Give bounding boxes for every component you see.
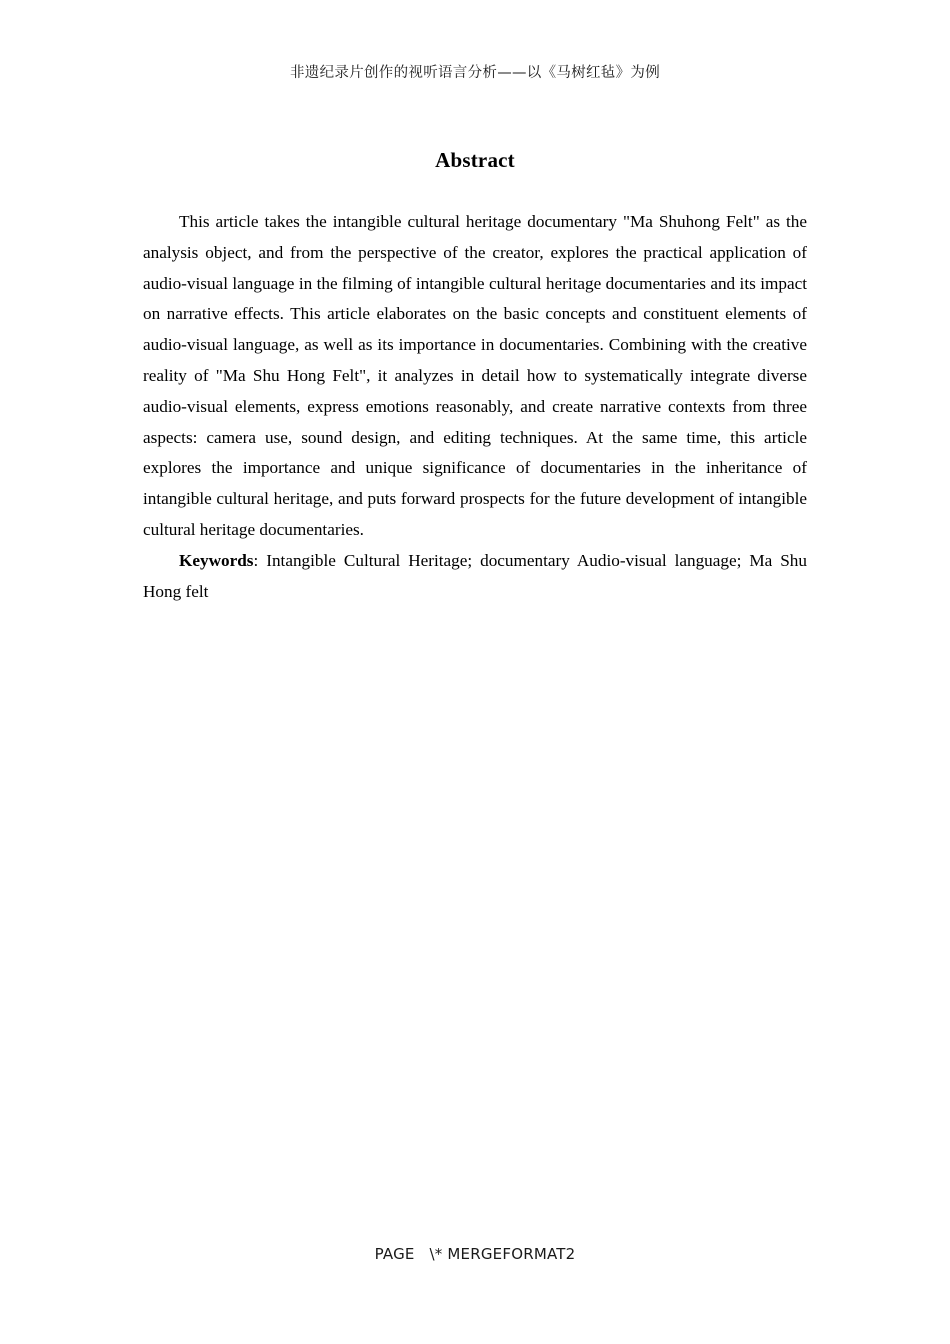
keywords-label: Keywords xyxy=(179,550,254,570)
abstract-section xyxy=(143,148,807,607)
page-footer-field: PAGE \* MERGEFORMAT2 xyxy=(374,1245,576,1263)
keywords-value: : Intangible Cultural Heritage; documentary Audio-visual language; Ma Shu Hong felt xyxy=(143,550,807,601)
abstract-paragraph: This article takes the intangible cultural heritage documentary "Ma Shuhong Felt" as the analysis object, and from the perspective of the creator, explores the practical application of audio-visual language in the filming of intangible cultural heritage documentaries and its impact on narrative effects. This article elaborates on the basic concepts and constituent elements of audio-visual language, as well as its importance in documentaries. Combining with the creative reality of "Ma Shu Hong Felt", it analyzes in detail how to systematically integrate diverse audio-visual elements, express emotions reasonably, and create narrative contexts from three aspects: camera use, sound design, and editing techniques. At the same time, this article explores the importance and unique significance of documentaries in the inheritance of intangible cultural heritage, and puts forward prospects for the future development of intangible cultural heritage documentaries. xyxy=(143,212,807,539)
running-header: 非遗纪录片创作的视听语言分析——以《马树红毡》为例 xyxy=(290,65,660,81)
page-title: Abstract xyxy=(435,148,515,172)
keywords-paragraph xyxy=(143,546,807,608)
